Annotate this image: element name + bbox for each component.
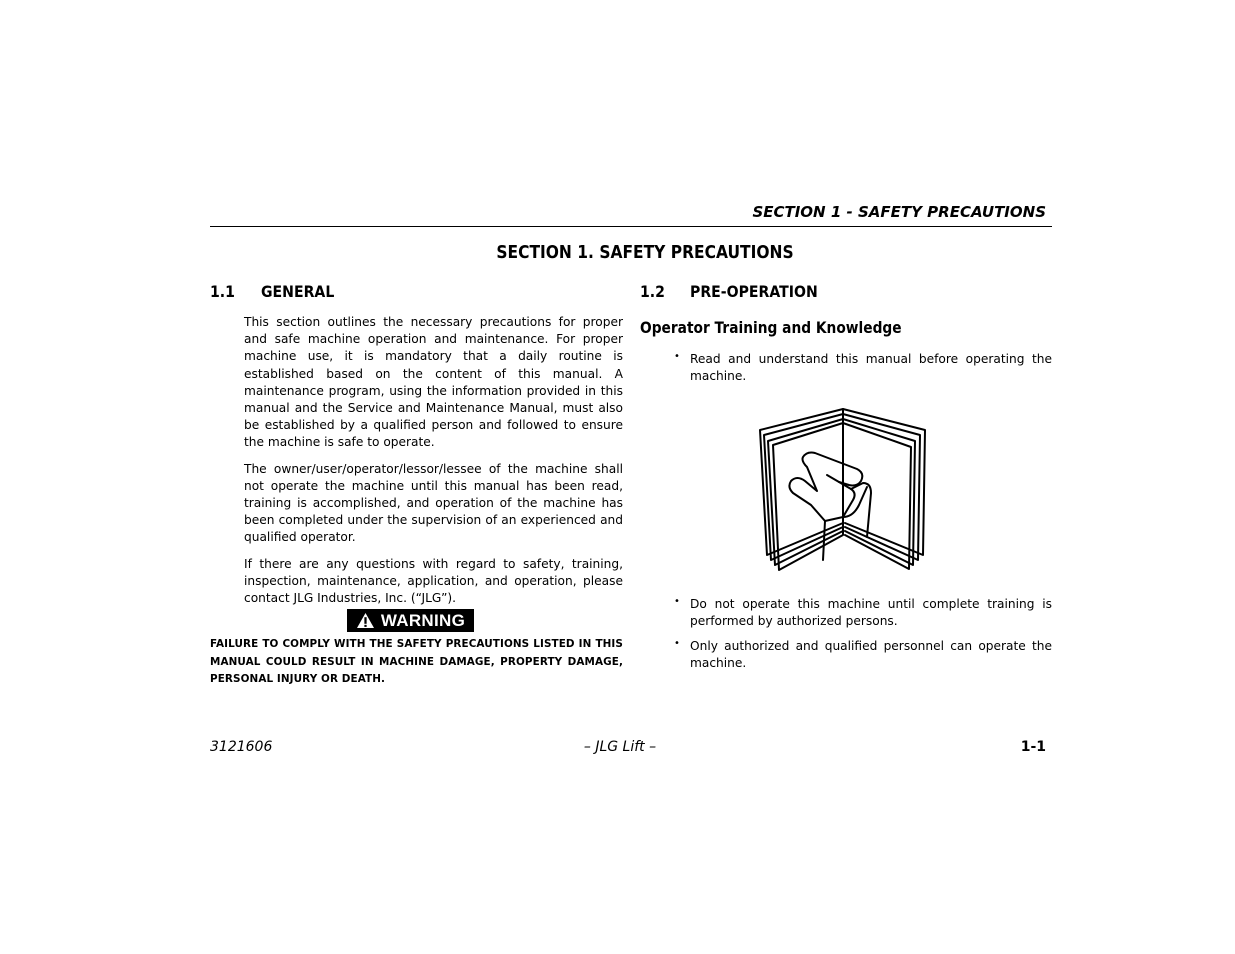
warning-triangle-icon <box>356 612 375 629</box>
running-head: SECTION 1 - SAFETY PRECAUTIONS <box>752 203 1046 221</box>
general-paragraph-2: The owner/user/operator/lessor/lessee of the machine shall not operate the machine until this manual has been read, training is accomplished, and operation of the machine has been completed under the supervision of an experienced and qualified operator. <box>244 461 623 545</box>
footer-page-number: 1-1 <box>1020 739 1046 755</box>
bullet-marker: • <box>674 638 680 649</box>
bullet-marker: • <box>674 596 680 607</box>
section-1-2-number: 1.2 <box>640 282 665 301</box>
footer-doc-number: 3121606 <box>210 739 273 755</box>
operator-training-subheading: Operator Training and Knowledge <box>640 318 902 337</box>
header-rule <box>210 226 1052 227</box>
bullet-marker: • <box>674 351 680 362</box>
general-body <box>244 314 623 616</box>
section-1-1-number: 1.1 <box>210 282 235 301</box>
section-1-1-title: GENERAL <box>261 282 335 301</box>
bullet-item-2: Do not operate this machine until complete training is performed by authorized persons. <box>690 597 1052 629</box>
section-1-2-title: PRE-OPERATION <box>690 282 818 301</box>
bullet-item-1: Read and understand this manual before operating the machine. <box>690 352 1052 384</box>
warning-text: FAILURE TO COMPLY WITH THE SAFETY PRECAUTIONS LISTED IN THIS MANUAL COULD RESULT IN MACHINE DAMAGE, PROPERTY DAMAGE, PERSONAL INJURY OR DEATH. <box>210 638 623 685</box>
page-title: SECTION 1. SAFETY PRECAUTIONS <box>496 242 794 263</box>
general-paragraph-1: This section outlines the necessary precautions for proper and safe machine operation and maintenance. For proper machine use, it is mandatory that a daily routine is established based on the content of this manual. A maintenance program, using the information provided in this manual and the Service and Maintenance Manual, must also be established by a qualified person and followed to ensure the machine is safe to operate. <box>244 315 623 450</box>
warning-banner <box>347 609 474 632</box>
hand-reading-manual-icon <box>755 405 931 575</box>
bullet-item-3: Only authorized and qualified personnel can operate the machine. <box>690 639 1052 671</box>
general-paragraph-3: If there are any questions with regard to safety, training, inspection, maintenance, application, and operation, please contact JLG Industries, Inc. (“JLG”). <box>244 556 623 606</box>
warning-label: WARNING <box>380 610 466 630</box>
footer-center: – JLG Lift – <box>583 739 657 755</box>
